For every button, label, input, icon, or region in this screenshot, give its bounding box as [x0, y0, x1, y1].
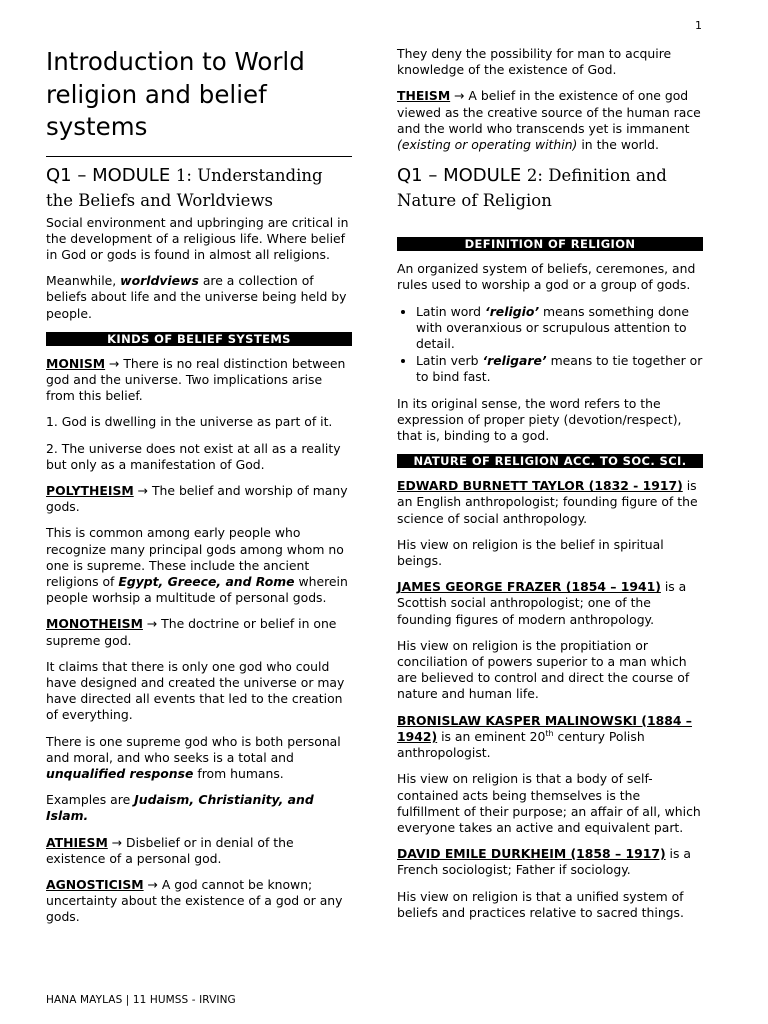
- page-number: 1: [695, 19, 702, 32]
- durkheim-view: His view on religion is that a unified system of beliefs and practices relative to sacred things.: [397, 888, 684, 920]
- agnosticism-paragraph: [46, 877, 352, 926]
- definition-of-religion-bar: DEFINITION OF RELIGION: [397, 237, 703, 251]
- bullet-2-post: means to tie together or to bind fast.: [416, 353, 703, 385]
- taylor-view: His view on religion is the belief in spiritual beings.: [397, 536, 664, 569]
- polytheism-desc-post: wherein people worhsip a multitude of personal gods.: [46, 573, 348, 606]
- monism-paragraph: [46, 356, 352, 405]
- nature-of-religion-bar: NATURE OF RELIGION ACC. TO SOC. SCI.: [397, 454, 703, 468]
- malinowski-term: BRONISLAW KASPER MALINOWSKI (1884 – 1942): [397, 712, 692, 744]
- module-2-heading: [397, 163, 703, 213]
- monotheism-term: MONOTHEISM: [46, 616, 143, 632]
- module-2-prefix: Q1 – MODULE: [397, 165, 527, 187]
- malinowski-view: His view on religion is that a body of self-contained acts being themselves is the fulfillment of their purpose; an affair of all, which everyone takes an active and equivalent part.: [397, 771, 701, 835]
- taylor-paragraph: [397, 478, 703, 527]
- theism-post: in the world.: [577, 137, 659, 153]
- module-1-title: 1: Understanding the Beliefs and Worldviews: [46, 165, 323, 210]
- frazer-view: His view on religion is the propitiation or conciliation of powers superior to a man which are believed to control and direct the course of nature and human life.: [397, 637, 690, 702]
- monotheism-paragraph: [46, 616, 352, 648]
- bullet-2-emphasis: ‘religare’: [482, 353, 547, 369]
- frazer-definition: is a Scottish social anthropologist; one of the founding figures of modern anthropology.: [397, 579, 687, 627]
- examples-pre: Examples are: [46, 792, 135, 808]
- monotheism-desc2-pre: There is one supreme god who is both personal and moral, and who seeks is a total and: [46, 733, 341, 765]
- polytheism-paragraph: [46, 483, 352, 515]
- malinowski-paragraph: [397, 713, 703, 762]
- bullet-1-pre: Latin word: [416, 303, 485, 319]
- durkheim-paragraph: [397, 846, 703, 878]
- spacer: [397, 215, 703, 231]
- monism-point-1: 1. God is dwelling in the universe as part of it.: [46, 414, 333, 430]
- polytheism-description: [46, 525, 352, 606]
- list-item: [416, 304, 703, 353]
- monotheism-desc2-emphasis: unqualified response: [46, 765, 194, 781]
- malinowski-superscript: th: [545, 728, 554, 738]
- worldviews-pre: Meanwhile,: [46, 273, 121, 289]
- monotheism-description-2: [46, 734, 352, 783]
- athiesm-paragraph: [46, 835, 352, 867]
- definition-paragraph: An organized system of beliefs, ceremones, and rules used to worship a god or a group of gods.: [397, 261, 696, 293]
- worldviews-paragraph: [46, 273, 352, 322]
- worldviews-term: worldviews: [120, 273, 199, 289]
- bullet-1-post: means something done with overanxious or scrupulous attention to detail.: [416, 303, 689, 352]
- taylor-definition: is an English anthropologist; founding figure of the science of social anthropology.: [397, 478, 698, 526]
- monotheism-description: It claims that there is only one god who could have designed and created the universe or may have directed all events that led to the creation of everything.: [46, 658, 345, 723]
- bullet-2-pre: Latin verb: [416, 353, 483, 369]
- polytheism-desc-emphasis: Egypt, Greece, and Rome: [118, 573, 295, 589]
- monotheism-definition: → The doctrine or belief in one supreme god.: [46, 616, 337, 648]
- frazer-term: JAMES GEORGE FRAZER (1854 – 1941): [397, 579, 661, 595]
- left-column: [46, 46, 352, 936]
- kinds-of-belief-systems-bar: KINDS OF BELIEF SYSTEMS: [46, 332, 352, 346]
- agnosticism-term: AGNOSTICISM: [46, 877, 144, 892]
- examples-paragraph: [46, 792, 352, 824]
- taylor-term: EDWARD BURNETT TAYLOR (1832 - 1917): [397, 478, 683, 494]
- malinowski-definition-2: century Polish anthropologist.: [397, 728, 645, 761]
- monism-point-2: 2. The universe does not exist at all as a reality but only as a manifestation of God.: [46, 440, 341, 472]
- worldviews-post: are a collection of beliefs about life and the universe being held by people.: [46, 273, 347, 321]
- bullet-1-emphasis: ‘religio’: [484, 303, 540, 319]
- list-item: [416, 353, 703, 385]
- theism-emphasis: (existing or operating within): [397, 137, 578, 153]
- athiesm-definition: → Disbelief or in denial of the existence of a personal god.: [46, 834, 294, 866]
- frazer-paragraph: [397, 579, 703, 628]
- examples-emphasis: Judaism, Christianity, and Islam.: [46, 792, 314, 824]
- document-title: Introduction to World religion and belief systems: [46, 46, 352, 157]
- right-column: [397, 46, 703, 931]
- monism-definition: → There is no real distinction between god and the universe. Two implications arise from this belief.: [46, 355, 346, 404]
- latin-roots-list: [397, 304, 703, 386]
- theism-definition: → A belief in the existence of one god viewed as the creative source of the human race and the world who transcends yet is immanent: [397, 88, 701, 136]
- athiesm-term: ATHIESM: [46, 834, 108, 850]
- deny-paragraph: They deny the possibility for man to acquire knowledge of the existence of God.: [397, 46, 672, 78]
- polytheism-definition: → The belief and worship of many gods.: [46, 482, 348, 515]
- monism-term: MONISM: [46, 355, 106, 371]
- original-sense-paragraph: In its original sense, the word refers to the expression of proper piety (devotion/respect), that is, binding to a god.: [397, 395, 682, 444]
- module-1-heading: [46, 163, 352, 213]
- polytheism-desc-pre: This is common among early people who recognize many principal gods among whom no one is supreme. These include the ancient religions of: [46, 525, 344, 589]
- theism-paragraph: [397, 88, 703, 153]
- module-1-prefix: Q1 – MODULE: [46, 164, 176, 186]
- footer: HANA MAYLAS | 11 HUMSS - IRVING: [46, 994, 236, 1006]
- intro-paragraph: Social environment and upbringing are critical in the development of a religious life. Where belief in God or gods is found in almost all religions.: [46, 214, 349, 262]
- polytheism-term: POLYTHEISM: [46, 482, 134, 498]
- agnosticism-definition: → A god cannot be known; uncertainty about the existence of a god or any gods.: [46, 877, 343, 925]
- durkheim-definition: is a French sociologist; Father if sociology.: [397, 846, 691, 878]
- theism-term: THEISM: [397, 88, 451, 104]
- durkheim-term: DAVID EMILE DURKHEIM (1858 – 1917): [397, 846, 666, 862]
- malinowski-definition-1: is an eminent 20: [437, 728, 546, 744]
- monotheism-desc2-post: from humans.: [193, 765, 284, 781]
- module-2-title: 2: Definition and Nature of Religion: [397, 166, 667, 211]
